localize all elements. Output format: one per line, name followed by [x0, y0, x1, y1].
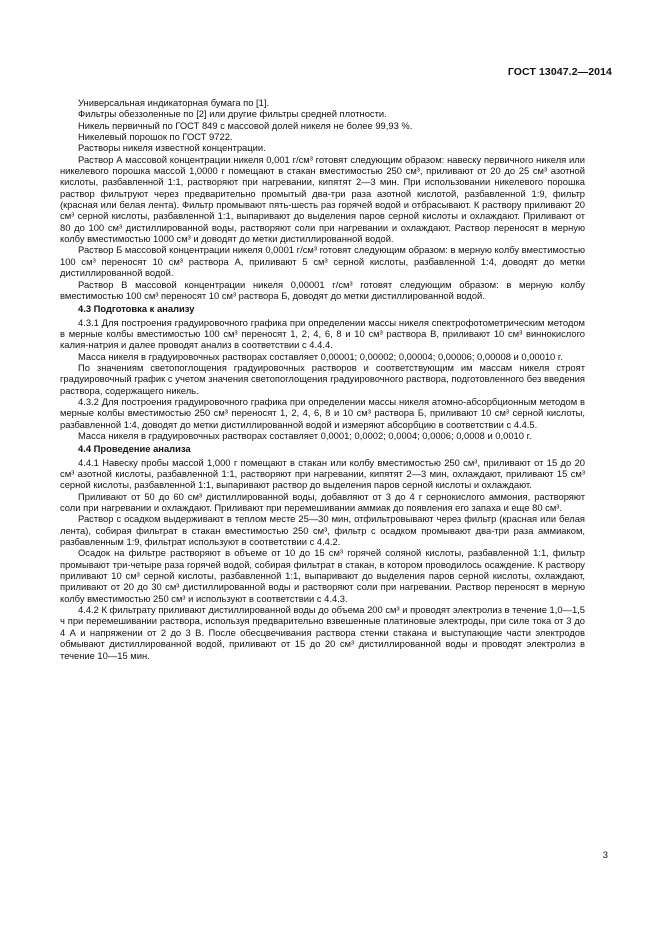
- paragraph-solution-v: Раствор В массовой концентрации никеля 0,00001 г/см³ готовят следующим образом: в мерную колбу вместимостью 100 см³ переносят 10 см³ раствора Б, доводят до метки дистиллированной водой.: [60, 278, 585, 301]
- paragraph-solution-a: Раствор А массовой концентрации никеля 0,001 г/см³ готовят следующим образом: навеску первичного никеля или никелевого порошка массой 1,0000 г помещают в стакан вместимостью 250 см³, приливают от 20 до 25 см³ азотной кислоты, разбавленной 1:1, растворяют при нагревании, кипятят 2—3 мин. При использовании никелевого порошка раствор фильтруют через предварительно промытый два-три раза азотной кислотой, разбавленной 1:9, фильтр (красная или белая лента). Фильтр промывают пять-шесть раз горячей водой и отбрасывают. К раствору приливают 20 см³ серной кислоты, разбавленной 1:1, выпаривают до выделения паров серной кислоты и охлаждают. Приливают от 80 до 100 см³ дистиллированной воды, растворяют соли при нагревании и охлаждают. Раствор переносят в мерную колбу вместимостью 1000 см³ и доводят до метки дистиллированной водой.: [60, 153, 585, 245]
- page-number: 3: [602, 849, 608, 860]
- paragraph-nickel-powder: Никелевый порошок по ГОСТ 9722.: [78, 131, 233, 143]
- paragraph-4-3-2: 4.3.2 Для построения градуировочного графика при определении массы никеля атомно-абсорбционным методом в мерные колбы вместимостью 250 см³ переносят 1, 2, 4, 6, 8 и 10 см³ раствора Б, приливают 10 см³ серной кислоты, разбавленной 1:4, доводят до метки дистиллированной водой и измеряют абсорбцию в соответствии с 4.4.5.: [60, 395, 585, 430]
- body-text: [60, 97, 585, 661]
- paragraph-nickel-primary: Никель первичный по ГОСТ 849 с массовой долей никеля не более 99,93 %.: [78, 119, 413, 131]
- section-heading-4-4: 4.4 Проведение анализа: [78, 443, 191, 455]
- paragraph-4-4-2: 4.4.2 К фильтрату приливают дистиллированной воды до объема 200 см³ и проводят электролиз в течение 1,0—1,5 ч при перемешивании раствора, используя предварительно взвешенные платиновые электроды, при силе тока от 3 до 4 А и напряжении от 2 до 3 В. После обесцвечивания раствора стенки стакана и выступающие части электродов обмывают дистиллированной водой, приливают от 15 до 20 см³ дистиллированной воды и проводят электролиз в течение 10—15 мин.: [60, 604, 585, 661]
- paragraph-4-3-1: 4.3.1 Для построения градуировочного графика при определении массы никеля спектрофотометрическим методом в мерные колбы вместимостью 100 см³ переносят 1, 2, 4, 6, 8 и 10 см³ раствора В, приливают 10 см³ виннокислого калия-натрия и далее проводят анализ в соответствии с 4.4.4.: [60, 316, 585, 351]
- standard-header: ГОСТ 13047.2—2014: [507, 66, 612, 78]
- paragraph-nickel-mass-1: Масса никеля в градуировочных растворах составляет 0,00001; 0,00002; 0,00004; 0,00006; 0,00008 и 0,00010 г.: [78, 350, 563, 362]
- paragraph-nickel-solutions: Растворы никеля известной концентрации.: [78, 142, 266, 154]
- paragraph-solution-b: Раствор Б массовой концентрации никеля 0,0001 г/см³ готовят следующим образом: в мерную колбу вместимостью 100 см³ переносят 10 см³ раствора А, приливают 5 см³ серной кислоты, разбавленной 1:4, доводят до метки дистиллированной водой.: [60, 244, 585, 279]
- paragraph-nickel-mass-2: Масса никеля в градуировочных растворах составляет 0,0001; 0,0002; 0,0004; 0,0006; 0,0008 и 0,0010 г.: [78, 429, 532, 441]
- paragraph-ammonia: Приливают от 50 до 60 см³ дистиллированной воды, добавляют от 3 до 4 г сернокислого аммония, растворяют соли при нагревании и охлаждают. Приливают при перемешивании аммиак до появления его запаха и еще 80 см³.: [60, 490, 585, 514]
- paragraph-filters: Фильтры обеззоленные по [2] или другие фильтры средней плотности.: [78, 108, 387, 120]
- paragraph-4-4-1: 4.4.1 Навеску пробы массой 1,000 г помещают в стакан или колбу вместимостью 250 см³, приливают от 15 до 20 см³ азотной кислоты, разбавленной 1:1, растворяют при нагревании, кипятят 2—3 мин, охлаждают, приливают 15 см³ серной кислоты, разбавленной 1:1, выпаривают раствор до выделения паров серной кислоты и охлаждают.: [60, 456, 585, 491]
- paragraph-calibration-graph: По значениям светопоглощения градуировочных растворов и соответствующим им массам никеля строят градуировочный график с учетом значения светопоглощения градуировочного раствора, подготовленного без введения раствора, содержащего никель.: [60, 361, 585, 396]
- paragraph-precipitate: Раствор с осадком выдерживают в теплом месте 25—30 мин, отфильтровывают через фильтр (красная или белая лента), собирая фильтрат в стакан вместимостью 250 см³, фильтр с осадком промывают два-три раза аммиаком, разбавленным 1:9, фильтрат используют в соответствии с 4.4.2.: [60, 513, 585, 548]
- paragraph-indicator-paper: Универсальная индикаторная бумага по [1].: [78, 97, 270, 108]
- paragraph-dissolve-precipitate: Осадок на фильтре растворяют в объеме от 10 до 15 см³ горячей соляной кислоты, разбавленной 1:1, фильтр промывают три-четыре раза горячей водой, собирая фильтрат в стакан, в котором проводилось осаждение. К раствору приливают 10 см³ серной кислоты, разбавленной 1:1, выпаривают до выделения паров серной кислоты, охлаждают, приливают от 20 до 30 см³ дистиллированной воды и растворяют соли при нагревании. Раствор переносят в мерную колбу вместимостью 250 см³ и используют в соответствии с 4.4.3.: [60, 547, 585, 604]
- section-heading-4-3: 4.3 Подготовка к анализу: [78, 303, 195, 315]
